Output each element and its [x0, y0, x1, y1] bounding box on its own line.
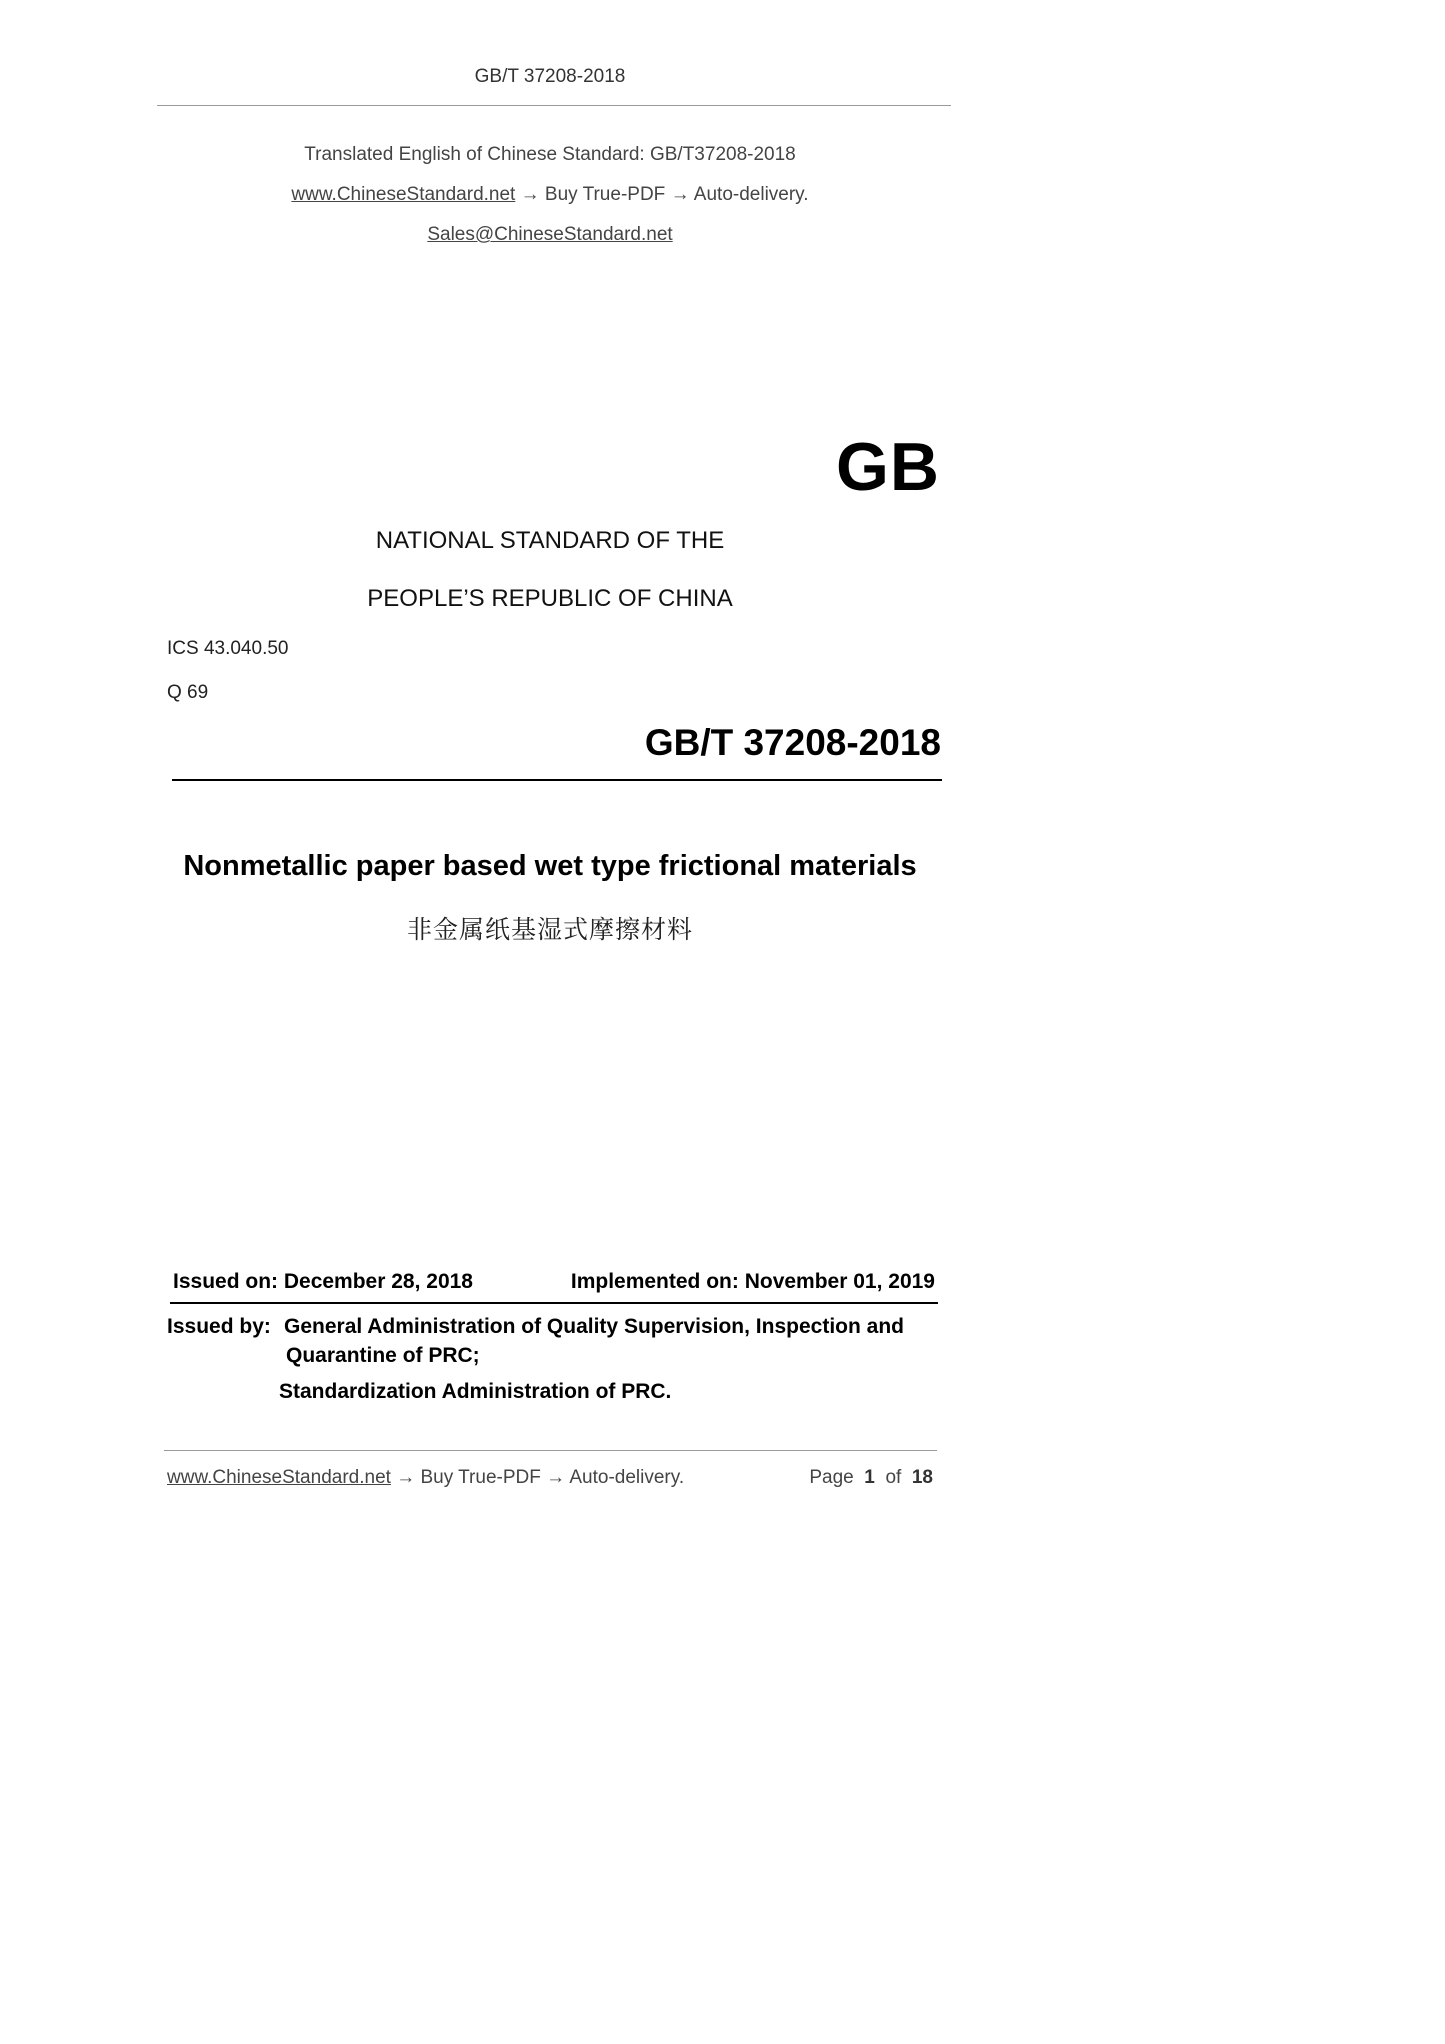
header-divider [157, 105, 951, 106]
issued-on-date: Issued on: December 28, 2018 [173, 1270, 473, 1293]
dates-divider [170, 1302, 938, 1304]
arrow-right-icon: → [670, 184, 690, 205]
issuer-aqsiq-line2: Quarantine of PRC; [286, 1344, 480, 1367]
page-indicator [809, 1467, 933, 1489]
gb-mark: GB [836, 429, 940, 505]
buy-true-pdf-text: Buy True-PDF [544, 184, 666, 205]
page-label: Page [809, 1467, 854, 1488]
total-pages: 18 [911, 1467, 933, 1488]
promo-purchase-line [0, 184, 1100, 206]
footer-promo [167, 1467, 684, 1489]
chinese-title: 非金属纸基湿式摩擦材料 [406, 916, 693, 944]
issuer-sac: Standardization Administration of PRC. [279, 1380, 672, 1403]
promo-email-line [0, 224, 1100, 246]
auto-delivery-text: Auto-delivery. [693, 184, 809, 205]
standard-number: GB/T 37208-2018 [644, 722, 941, 763]
national-standard-line2: PEOPLE’S REPUBLIC OF CHINA [367, 585, 733, 612]
site-link[interactable]: www.ChineseStandard.net [291, 184, 516, 205]
english-title: Nonmetallic paper based wet type frictional materials [183, 850, 917, 882]
national-standard-line1: NATIONAL STANDARD OF THE [375, 527, 725, 554]
arrow-right-icon: → [546, 1467, 566, 1488]
running-header: GB/T 37208-2018 [474, 66, 626, 87]
translation-notice: Translated English of Chinese Standard: GB/T37208-2018 [304, 144, 796, 165]
arrow-right-icon: → [396, 1467, 416, 1488]
ccs-code: Q 69 [167, 682, 209, 703]
page-number: 1 [864, 1467, 875, 1488]
arrow-right-icon: → [520, 184, 540, 205]
footer-delivery-text: Auto-delivery. [569, 1467, 685, 1488]
title-divider [172, 779, 942, 781]
issued-by-label: Issued by: [167, 1315, 271, 1338]
footer-divider [164, 1450, 937, 1451]
issuer-aqsiq-line1: General Administration of Quality Supervision, Inspection and [284, 1315, 904, 1338]
implemented-on-date: Implemented on: November 01, 2019 [570, 1270, 935, 1293]
of-label: of [885, 1467, 902, 1488]
footer-site-link[interactable]: www.ChineseStandard.net [167, 1467, 391, 1488]
sales-email-link[interactable]: Sales@ChineseStandard.net [427, 224, 673, 245]
ics-code: ICS 43.040.50 [167, 638, 289, 659]
footer-buy-text: Buy True-PDF [420, 1467, 541, 1488]
